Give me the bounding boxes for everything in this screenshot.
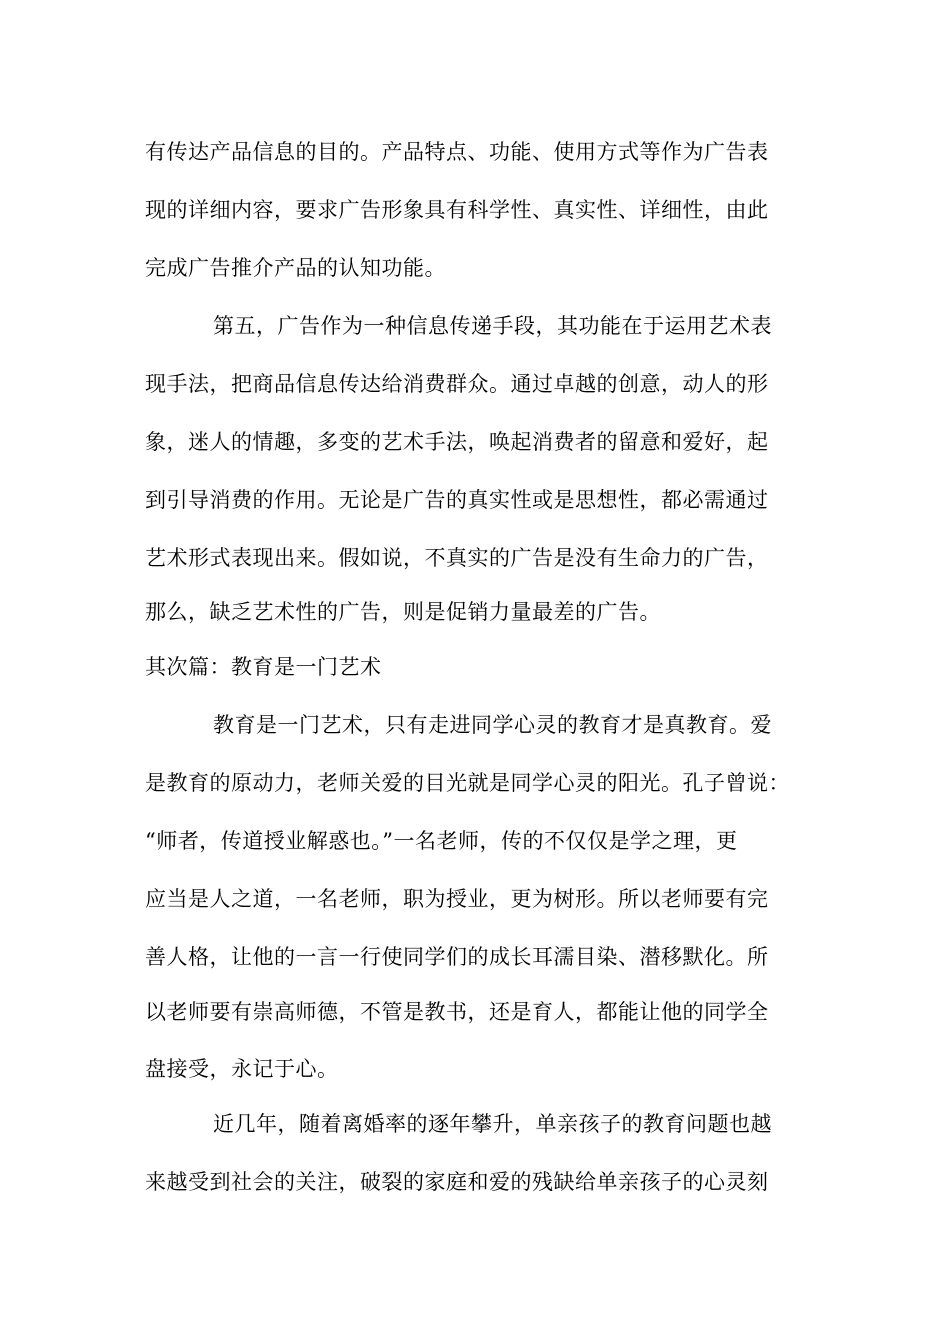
text-line: 完成广告推介产品的认知功能。 <box>145 256 446 280</box>
paragraph-first-line: 近几年，随着离婚率的逐年攀升，单亲孩子的教育问题也越 <box>213 1112 772 1136</box>
text-line: 艺术形式表现出来。假如说，不真实的广告是没有生命力的广告， <box>145 546 769 570</box>
paragraph-first-line: 教育是一门艺术，只有走进同学心灵的教育才是真教育。爱 <box>213 713 772 737</box>
text-line: 那么，缺乏艺术性的广告，则是促销力量最差的广告。 <box>145 600 661 624</box>
text-line: 是教育的原动力，老师关爱的目光就是同学心灵的阳光。孔子曾说： <box>145 771 790 795</box>
text-line: “师者，传道授业解惑也。”一名老师，传的不仅仅是学之理，更 <box>145 829 738 853</box>
paragraph-first-line: 第五，广告作为一种信息传递手段，其功能在于运用艺术表 <box>213 314 772 338</box>
text-line: 到引导消费的作用。无论是广告的真实性或是思想性，都必需通过 <box>145 488 769 512</box>
text-line: 善人格，让他的一言一行使同学们的成长耳濡目染、潜移默化。所 <box>145 945 769 969</box>
text-line: 现的详细内容，要求广告形象具有科学性、真实性、详细性，由此 <box>145 198 769 222</box>
text-line: 应当是人之道，一名老师，职为授业，更为树形。所以老师要有完 <box>145 887 769 911</box>
text-line: 象，迷人的情趣，多变的艺术手法，唤起消费者的留意和爱好，起 <box>145 430 769 454</box>
text-line: 盘接受，永记于心。 <box>145 1057 339 1081</box>
text-line: 以老师要有崇高师德，不管是教书，还是育人，都能让他的同学全 <box>145 1000 769 1024</box>
section-heading: 其次篇：教育是一门艺术 <box>145 655 382 679</box>
text-line: 现手法，把商品信息传达给消费群众。通过卓越的创意，动人的形 <box>145 372 769 396</box>
text-line: 有传达产品信息的目的。产品特点、功能、使用方式等作为广告表 <box>145 140 769 164</box>
text-line: 来越受到社会的关注，破裂的家庭和爱的残缺给单亲孩子的心灵刻 <box>145 1170 769 1194</box>
